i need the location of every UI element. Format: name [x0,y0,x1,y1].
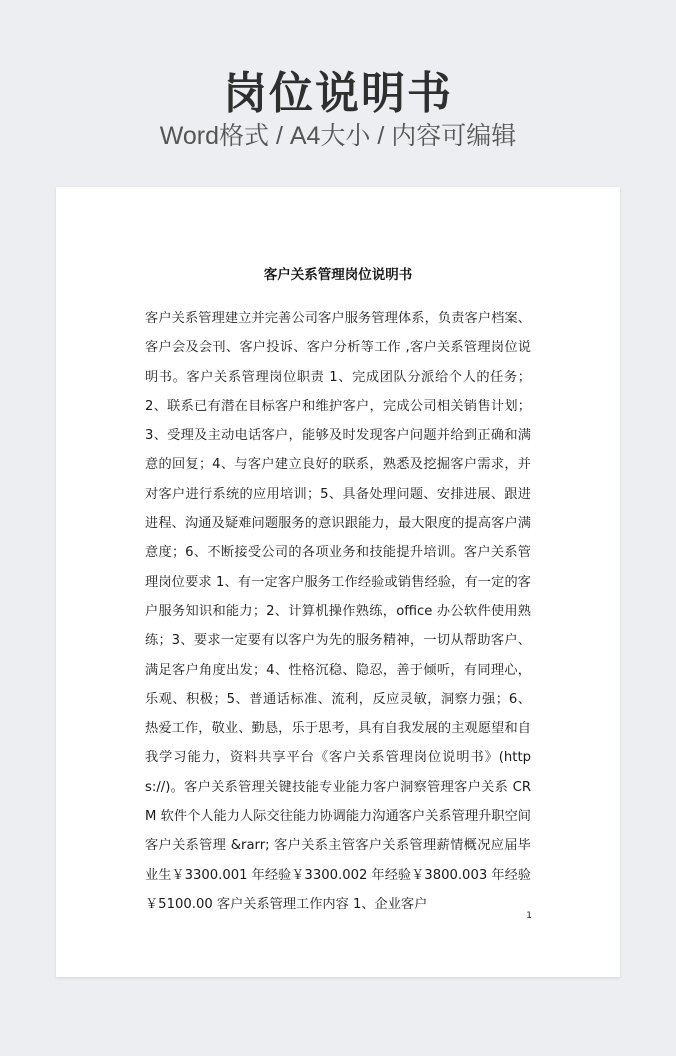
document-body-text: 客户关系管理建立并完善公司客户服务管理体系，负责客户档案、客户会及会刊、客户投诉、客户分析等工作 ,客户关系管理岗位说明书。客户关系管理岗位职责 1、完成团队分派给个人的任务；2、联系已有潜在目标客户和维护客户，完成公司相关销售计划；3、受理及主动电话客户，能够及时发现客户问题并给到正确和满意的回复；4、与客户建立良好的联系，熟悉及挖掘客户需求，并对客户进行系统的应用培训；5、具备处理问题、安排进展、跟进进程、沟通及疑难问题服务的意识跟能力，最大限度的提高客户满意度；6、不断接受公司的各项业务和技能提升培训。客户关系管理岗位要求 1、有一定客户服务工作经验或销售经验，有一定的客户服务知识和能力；2、计算机操作熟练，office 办公软件使用熟练；3、要求一定要有以客户为先的服务精神，一切从帮助客户、满足客户角度出发；4、性格沉稳、隐忍，善于倾听，有同理心，乐观、积极；5、普通话标准、流利，反应灵敏，洞察力强；6、热爱工作，敬业、勤恳，乐于思考，具有自我发展的主观愿望和自我学习能力，资料共享平台《客户关系管理岗位说明书》(https://)。客户关系管理关键技能专业能力客户洞察管理客户关系 CRM 软件个人能力人际交往能力协调能力沟通客户关系管理升职空间客户关系管理 &rarr; 客户关系主管客户关系管理薪情概况应届毕业生￥3300.001 年经验￥3300.002 年经验￥3800.003 年经验￥5100.00 客户关系管理工作内容 1、企业客户 [145,311,531,912]
page-number: 1 [526,911,532,921]
banner-subtitle: Word格式 / A4大小 / 内容可编辑 [159,122,517,150]
document-page [56,187,620,977]
banner-title: 岗位说明书 [223,68,453,119]
document-title: 客户关系管理岗位说明书 [263,267,413,283]
